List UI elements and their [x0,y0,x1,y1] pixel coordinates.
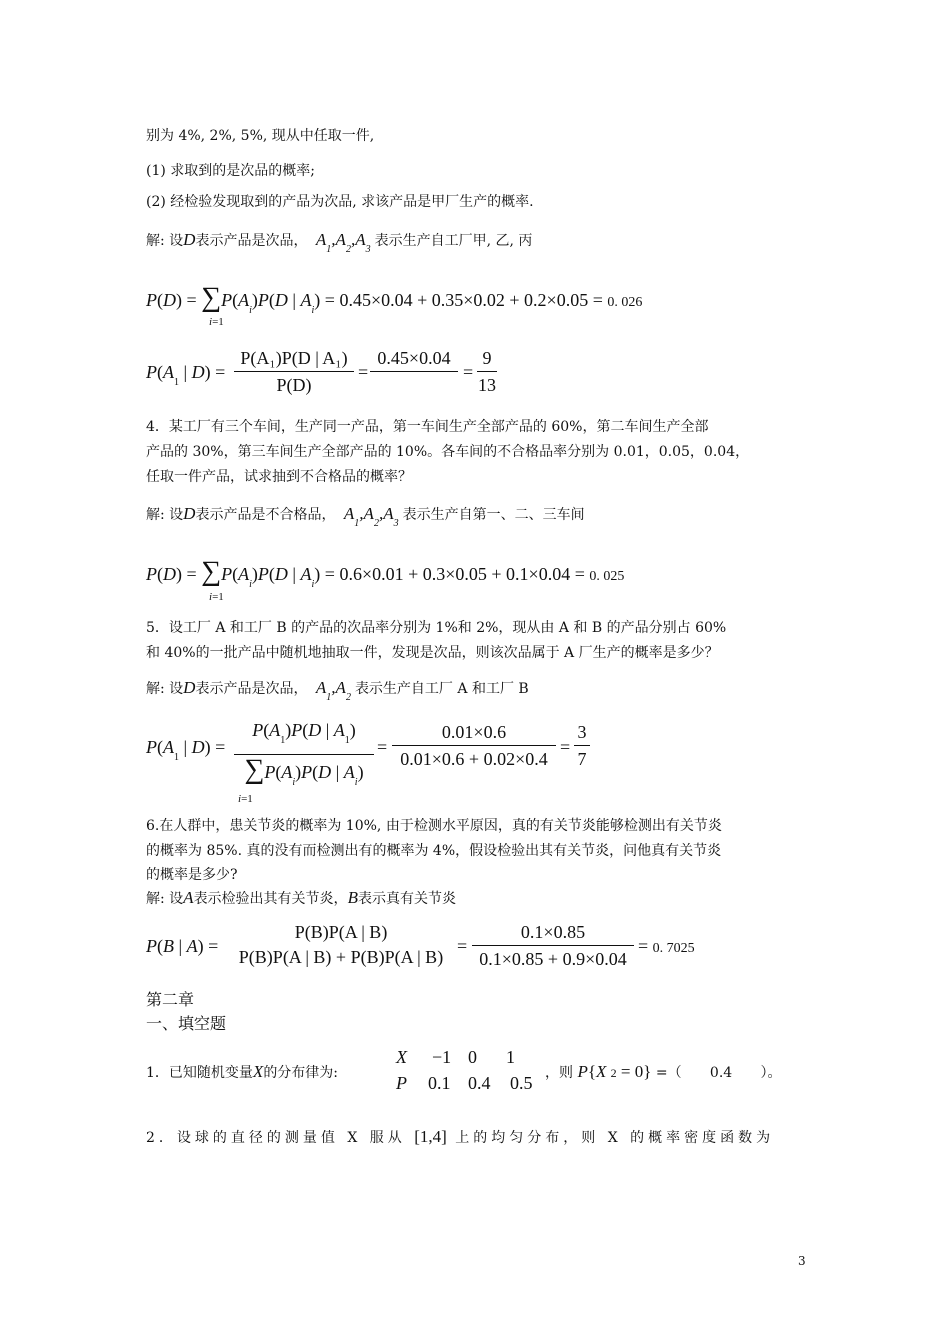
math-var: $A_1,A_2,A_3$ [343,504,399,529]
math-var: $A_1,A_2$ [315,678,351,703]
table-cell: 0.1 [428,1073,451,1093]
question-4-line: 产品的 30%，第三车间生产全部产品的 10%。各车间的不合格品率分别为 0.01，0.05，0.04， [146,444,750,460]
answer-value: 0.4 [709,1065,733,1081]
equation-5-result: = 0. 7025 [638,936,695,956]
frac-den: 0.1×0.85 + 0.9×0.04 [479,949,627,969]
page-number: 3 [798,1254,806,1268]
equation-rhs: = 0.6×0.01 + 0.3×0.05 + 0.1×0.04 = [324,564,585,584]
text-fragment: 表示真有关节炎 [357,891,456,907]
equals: = [560,737,571,757]
text-fragment: 表示产品是不合格品， [195,507,336,523]
math-var: D [183,504,196,523]
equals: = [377,737,388,757]
text-line: (1) 求取到的是次品的概率; [146,163,315,179]
equation-4-result [574,720,590,771]
frac-den: 7 [577,749,587,769]
text-fragment: 表示生产自工厂 A 和工厂 B [354,681,529,697]
text-fragment: 解: 设 [146,507,184,523]
frac-num: P(B)P(A | B) [294,922,388,942]
question-5-line: 和 40%的一批产品中随机地抽取一件，发现是次品，则该次品属于 A 厂生产的概率是多少？ [146,645,719,661]
solution-line [146,229,532,261]
sum-index: i=1 [238,793,253,805]
chapter-heading: 第二章 [146,990,195,1009]
table-cell: 0.4 [468,1073,491,1093]
text-fragment: 解: 设 [146,891,184,907]
math-var: D [183,678,196,697]
solution-line [146,503,585,535]
equation-5-frac-sym [228,920,454,969]
text-fragment: 解: 设 [146,681,184,697]
text-fragment: ，则 [545,1065,573,1081]
frac-num: P(A₁)P(D | A₁) [240,348,348,368]
text-fragment: 表示生产自工厂甲, 乙, 丙 [374,233,533,249]
math-var: B [347,888,358,907]
frac-den: P(B)P(A | B) + P(B)P(A | B) [238,947,444,967]
text-fragment: ）。 [760,1065,782,1081]
equation-5-frac-num [472,920,634,971]
math-interval: [1,4] [414,1127,447,1146]
equation-5-lhs: P(B | A) = [146,936,219,956]
frac-num: 0.1×0.85 [520,922,586,942]
table-cell: −1 [432,1047,452,1067]
equation-value: 0. 7025 [652,941,695,956]
math-var: D [183,230,196,249]
math-var: $A_1,A_2,A_3$ [315,230,371,255]
table-cell: P [396,1073,407,1093]
solution-line [146,677,529,709]
frac-num: 3 [577,722,587,742]
fill-question-1-tail: ，则 P{X 2 = 0} =（ 0.4 ）。 [545,1061,782,1084]
text-line: 别为 4%, 2%, 5%, 现从中任取一件, [146,128,375,144]
fill-question-2 [146,1126,774,1149]
frac-den: 0.01×0.6 + 0.02×0.4 [400,749,548,769]
frac-num: 0.45×0.04 [377,348,451,368]
equals: = [358,362,369,382]
text-fragment: 表示生产自第一、二、三车间 [402,507,585,523]
frac-den: 13 [478,375,496,395]
distribution-table [396,1044,540,1096]
equals: = [463,362,474,382]
equation-value: 0. 025 [589,569,625,584]
equation-1: $P(D) = \sum P(A_i)P(D$ | $A_i) = 0.45\times 0.04 + 0.35\times 0.02 + 0.2\times 0.05 = 0$. 026 [146,282,643,316]
equation-3: $P(D) = \sum P(A_i)P(D$ | $A_i) = 0.6\times 0.01 + 0.3\times 0.05 + 0.1\times 0.04 = 0$. 025 [146,556,625,590]
equals: = [457,936,468,956]
text-fragment: 2．设球的直径的测量值 X 服从 [146,1130,406,1146]
table-cell: 1 [506,1047,515,1067]
math-var: A [183,888,194,907]
equation-2-result [477,346,497,397]
question-6-line: 的概率为 85%. 真的没有而检测出有的概率为 4%，假设检验出其有关节炎，问他真有关节炎 [146,843,722,859]
text-fragment: 的分布律为: [263,1065,339,1081]
table-cell: X [396,1047,407,1067]
text-fragment: 解: 设 [146,233,184,249]
fill-question-1 [146,1061,338,1084]
text-fragment: 表示产品是次品， [195,681,308,697]
text-fragment: 表示产品是次品， [195,233,308,249]
question-4-line: 4．某工厂有三个车间，生产同一产品，第一车间生产全部产品的 60%，第二车间生产全部 [146,419,709,435]
sum-index: i=1 [209,316,224,328]
text-fragment: 表示检验出其有关节炎， [193,891,348,907]
equation-4-lhs: $P(A_1$ | D) = [146,737,226,763]
frac-num: 0.01×0.6 [441,722,507,742]
equation-4-frac-num [392,720,556,771]
text-line: (2) 经检验发现取到的产品为次品, 求该产品是甲厂生产的概率. [146,194,534,210]
text-fragment: 上的均匀分布，则 X 的概率密度函数为 [455,1130,775,1146]
equation-2-frac-sym [234,346,354,397]
equation-value: 0. 026 [607,295,643,310]
equation-2-frac-num [370,346,458,397]
frac-den: P(D) [276,375,312,395]
equation-rhs: = 0.45×0.04 + 0.35×0.02 + 0.2×0.05 = [324,290,603,310]
table-cell: 0.5 [510,1073,533,1093]
question-6-line: 6.在人群中，患关节炎的概率为 10%, 由于检测水平原因，真的有关节炎能够检测出有关节炎 [146,818,722,834]
sum-index: i=1 [209,591,224,603]
solution-line [146,887,456,910]
equation-2-lhs: $P(A_1$ | D) = [146,362,226,388]
text-fragment: 1．已知随机变量 [146,1065,253,1081]
text-fragment: =（ [655,1065,682,1081]
frac-num: 9 [482,348,492,368]
question-5-line: 5．设工厂 A 和工厂 B 的产品的次品率分别为 1%和 2%，现从由 A 和 B 的产品分别占 60% [146,620,727,636]
math-var: X [252,1062,264,1081]
question-6-line: 的概率是多少? [146,867,238,883]
section-heading: 一、填空题 [146,1014,227,1033]
question-4-line: 任取一件产品，试求抽到不合格品的概率？ [146,469,412,485]
table-cell: 0 [468,1047,477,1067]
equation-4-frac-sym: $P(A_1)P(D$ | $A_1$) $\sum P(A_i)P(D$ | $A_i$) [234,718,374,797]
